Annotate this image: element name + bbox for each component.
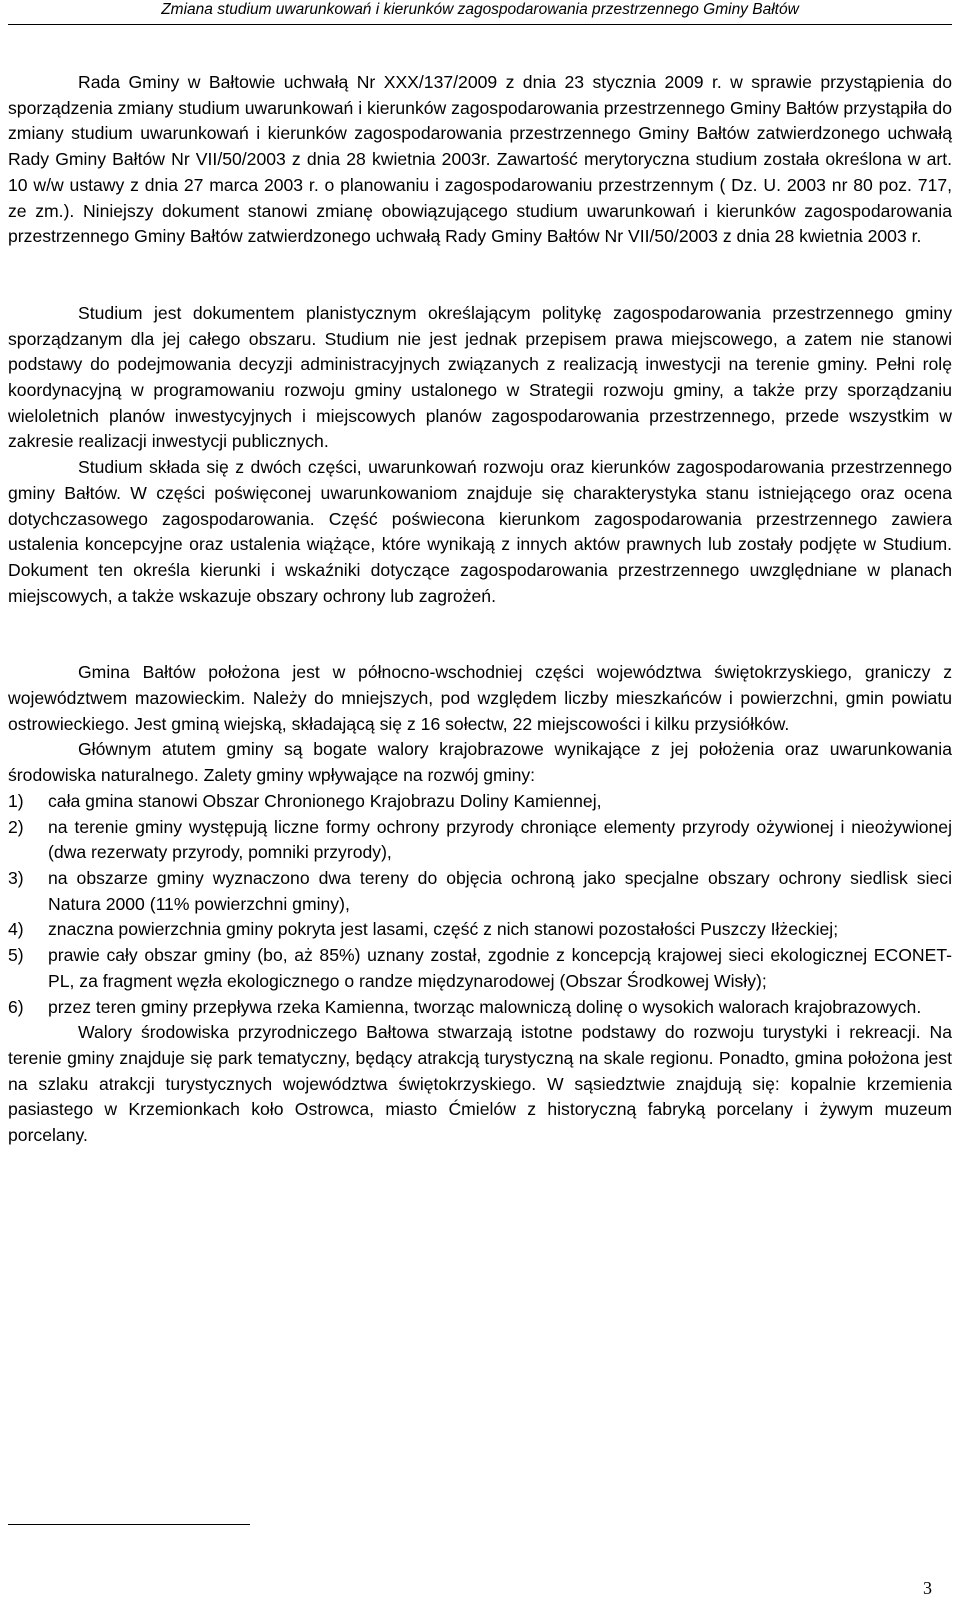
document-body [8,70,952,1149]
list-text: cała gmina stanowi Obszar Chronionego Krajobrazu Doliny Kamiennej, [48,790,602,811]
header-title: Zmiana studium uwarunkowań i kierunków zagospodarowania przestrzennego Gminy Bałtów [161,1,799,18]
list-text: znaczna powierzchnia gminy pokryta jest lasami, część z nich stanowi pozostałości Puszczy Iłżeckiej; [48,919,839,940]
list-item [8,789,952,815]
paragraph-resolution: Rada Gminy w Bałtowie uchwałą Nr XXX/137/2009 z dnia 23 stycznia 2009 r. w sprawie przystąpienia do sporządzenia zmiany studium uwarunkowań i kierunków zagospodarowania przestrzennego Gminy Bałtów przystąpiła do zmiany studium uwarunkowań i kierunków zagospodarowania przestrzennego Gminy Bałtów zatwierdzonego uchwałą Rady Gminy Bałtów Nr VII/50/2003 z dnia 28 kwietnia 2003r. Zawartość merytoryczna studium została określona w art. 10 w/w ustawy z dnia 27 marca 2003 r. o planowaniu i zagospodarowaniu przestrzennym ( Dz. U. 2003 nr 80 poz. 717, ze zm.). Niniejszy dokument stanowi zmianę obowiązującego studium uwarunkowań i kierunków zagospodarowania przestrzennego Gminy Bałtów zatwierdzonego uchwałą Rady Gminy Bałtów Nr VII/50/2003 z dnia 28 kwietnia 2003 r. [8,72,952,247]
paragraph-location: Gmina Bałtów położona jest w północno-wschodniej części województwa świętokrzyskiego, graniczy z województwem mazowieckim. Należy do mniejszych, pod względem liczby mieszkańców i powierzchni, gmin powiatu ostrowieckiego. Jest gminą wiejską, składającą się z 16 sołectw, 22 miejscowości i kilku przysiółków. [8,662,952,734]
page-number: 3 [923,1578,932,1598]
paragraph-studium-parts: Studium składa się z dwóch części, uwarunkowań rozwoju oraz kierunków zagospodarowania przestrzennego gminy Bałtów. W części poświęconej uwarunkowaniom znajduje się charakterystyka stanu istniejącego oraz ocena dotychczasowego zagospodarowania. Część poświecona kierunkom zagospodarowania przestrzennego zawiera ustalenia koncepcyjne oraz ustalenia wiążące, które wynikają z innych aktów prawnych lub zostały podjęte w Studium. Dokument ten określa kierunki i wskaźniki dotyczące zagospodarowania przestrzennego uwzględniane w planach miejscowych, a także wskazuje obszary ochrony lub zagrożeń. [8,457,952,606]
list-text: prawie cały obszar gminy (bo, aż 85%) uznany został, zgodnie z koncepcją krajowej sieci ekologicznej ECONET-PL, za fragment węzła ekologicznego o randze międzynarodowej (Obszar Środkowej Wisły); [48,945,952,991]
list-text: na terenie gminy występują liczne formy ochrony przyrody chroniące elementy przyrody ożywionej i nieożywionej (dwa rezerwaty przyrody, pomniki przyrody), [48,816,952,863]
list-item [8,943,952,994]
list-number: 3) [8,867,24,888]
footer-divider [8,1524,250,1525]
paragraph-assets-intro: Głównym atutem gminy są bogate walory krajobrazowe wynikające z jej położenia oraz uwarunkowania środowiska naturalnego. Zalety gminy wpływające na rozwój gminy: [8,739,952,786]
page-header [0,0,960,42]
list-number: 2) [8,816,24,837]
list-item [8,995,952,1021]
list-item [8,866,952,917]
list-number: 1) [8,790,24,811]
list-number: 6) [8,996,24,1017]
list-text: na obszarze gminy wyznaczono dwa tereny do objęcia ochroną jako specjalne obszary ochrony siedlisk sieci Natura 2000 (11% powierzchni gminy), [48,867,952,914]
header-divider [8,24,952,25]
paragraph-gap [8,250,952,301]
paragraph-tourism: Walory środowiska przyrodniczego Bałtowa stwarzają istotne podstawy do rozwoju turystyki i rekreacji. Na terenie gminy znajduje się park tematyczny, będący atrakcją turystyczną na skale regionu. Ponadto, gmina położona jest na szlaku atrakcji turystycznych województwa świętokrzyskiego. W sąsiedztwie znajdują się: kopalnie krzemienia pasiastego w Krzemionkach koło Ostrowca, miasto Ćmielów z historyczną fabryką porcelany i żywym muzeum porcelany. [8,1022,952,1146]
assets-list [8,789,952,1020]
list-number: 5) [8,945,24,966]
list-item [8,917,952,943]
paragraph-studium-definition: Studium jest dokumentem planistycznym określającym politykę zagospodarowania przestrzennego gminy sporządzanym dla jej całego obszaru. Studium nie jest jednak przepisem prawa miejscowego, a zatem nie stanowi podstawy do podejmowania decyzji administracyjnych związanych z realizacją inwestycji na terenie gminy. Pełni rolę koordynacyjną w programowaniu rozwoju gminy ustalonego w Strategii rozwoju gminy, a także przy sporządzaniu wieloletnich planów inwestycyjnych i miejscowych planów zagospodarowania przestrzennego, przede wszystkim w zakresie realizacji inwestycji publicznych. [8,302,952,452]
list-item [8,815,952,866]
paragraph-gap [8,609,952,660]
list-number: 4) [8,919,24,940]
list-text: przez teren gminy przepływa rzeka Kamienna, tworząc malowniczą dolinę o wysokich walorach krajobrazowych. [48,996,922,1017]
